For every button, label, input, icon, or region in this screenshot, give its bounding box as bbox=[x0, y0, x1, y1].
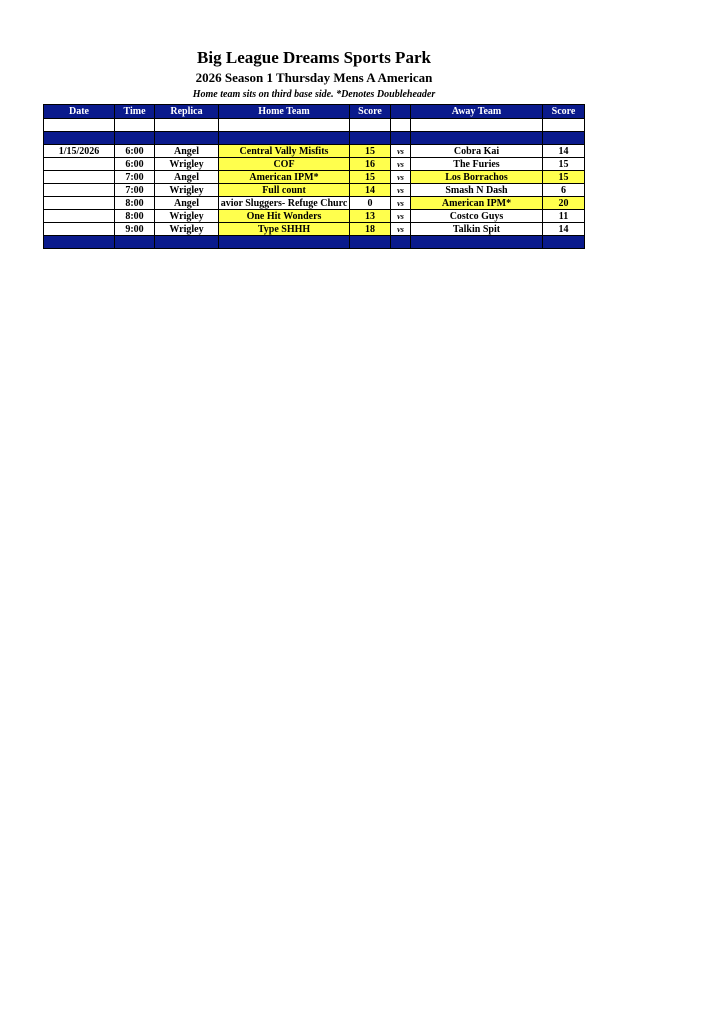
blank-row bbox=[44, 119, 585, 132]
home-score-cell: 15 bbox=[350, 145, 391, 158]
vs-cell: vs bbox=[391, 145, 411, 158]
vs-cell: vs bbox=[391, 158, 411, 171]
home-team-cell: American IPM* bbox=[219, 171, 350, 184]
replica-cell: Wrigley bbox=[155, 210, 219, 223]
game-row bbox=[44, 223, 585, 236]
home-team-cell: Type SHHH bbox=[219, 223, 350, 236]
game-row bbox=[44, 171, 585, 184]
home-score-cell: 16 bbox=[350, 158, 391, 171]
date-cell bbox=[44, 158, 115, 171]
away-team-cell: American IPM* bbox=[411, 197, 543, 210]
band-row bbox=[44, 132, 585, 145]
away-team-cell: Talkin Spit bbox=[411, 223, 543, 236]
time-cell: 7:00 bbox=[115, 184, 155, 197]
date-cell bbox=[44, 223, 115, 236]
vs-cell: vs bbox=[391, 223, 411, 236]
col-header-vs bbox=[391, 105, 411, 119]
time-cell: 9:00 bbox=[115, 223, 155, 236]
replica-cell: Wrigley bbox=[155, 223, 219, 236]
col-header-home-score: Score bbox=[350, 105, 391, 119]
away-team-cell: The Furies bbox=[411, 158, 543, 171]
home-team-cell: Central Vally Misfits bbox=[219, 145, 350, 158]
replica-cell: Wrigley bbox=[155, 158, 219, 171]
time-cell: 6:00 bbox=[115, 145, 155, 158]
home-team-cell: One Hit Wonders bbox=[219, 210, 350, 223]
date-cell bbox=[44, 210, 115, 223]
col-header-away-team: Away Team bbox=[411, 105, 543, 119]
game-row bbox=[44, 210, 585, 223]
col-header-away-score: Score bbox=[543, 105, 585, 119]
page-note: Home team sits on third base side. *Denotes Doubleheader bbox=[192, 89, 436, 100]
date-cell bbox=[44, 197, 115, 210]
game-row bbox=[44, 184, 585, 197]
away-score-cell: 15 bbox=[543, 158, 585, 171]
col-header-replica: Replica bbox=[155, 105, 219, 119]
home-score-cell: 0 bbox=[350, 197, 391, 210]
vs-cell: vs bbox=[391, 197, 411, 210]
away-score-cell: 14 bbox=[543, 223, 585, 236]
date-cell bbox=[44, 171, 115, 184]
col-header-date: Date bbox=[44, 105, 115, 119]
date-cell: 1/15/2026 bbox=[44, 145, 115, 158]
header-row bbox=[44, 105, 585, 119]
away-score-cell: 14 bbox=[543, 145, 585, 158]
home-team-cell: Full count bbox=[219, 184, 350, 197]
away-team-cell: Los Borrachos bbox=[411, 171, 543, 184]
page-subtitle: 2026 Season 1 Thursday Mens A American bbox=[195, 70, 433, 85]
game-row bbox=[44, 145, 585, 158]
schedule-table bbox=[43, 104, 585, 249]
game-row bbox=[44, 158, 585, 171]
replica-cell: Angel bbox=[155, 171, 219, 184]
replica-cell: Wrigley bbox=[155, 184, 219, 197]
away-score-cell: 11 bbox=[543, 210, 585, 223]
footer-band-row bbox=[44, 236, 585, 249]
date-cell bbox=[44, 184, 115, 197]
home-score-cell: 15 bbox=[350, 171, 391, 184]
away-score-cell: 20 bbox=[543, 197, 585, 210]
game-rows bbox=[44, 145, 585, 236]
away-team-cell: Smash N Dash bbox=[411, 184, 543, 197]
home-score-cell: 14 bbox=[350, 184, 391, 197]
col-header-time: Time bbox=[115, 105, 155, 119]
time-cell: 7:00 bbox=[115, 171, 155, 184]
home-score-cell: 18 bbox=[350, 223, 391, 236]
away-team-cell: Cobra Kai bbox=[411, 145, 543, 158]
time-cell: 6:00 bbox=[115, 158, 155, 171]
time-cell: 8:00 bbox=[115, 197, 155, 210]
home-team-cell: COF bbox=[219, 158, 350, 171]
replica-cell: Angel bbox=[155, 197, 219, 210]
game-row bbox=[44, 197, 585, 210]
home-score-cell: 13 bbox=[350, 210, 391, 223]
away-score-cell: 15 bbox=[543, 171, 585, 184]
page-title: Big League Dreams Sports Park bbox=[197, 48, 431, 67]
time-cell: 8:00 bbox=[115, 210, 155, 223]
away-team-cell: Costco Guys bbox=[411, 210, 543, 223]
home-team-cell: avior Sluggers- Refuge Churc bbox=[219, 197, 350, 210]
vs-cell: vs bbox=[391, 210, 411, 223]
replica-cell: Angel bbox=[155, 145, 219, 158]
away-score-cell: 6 bbox=[543, 184, 585, 197]
vs-cell: vs bbox=[391, 171, 411, 184]
vs-cell: vs bbox=[391, 184, 411, 197]
col-header-home-team: Home Team bbox=[219, 105, 350, 119]
